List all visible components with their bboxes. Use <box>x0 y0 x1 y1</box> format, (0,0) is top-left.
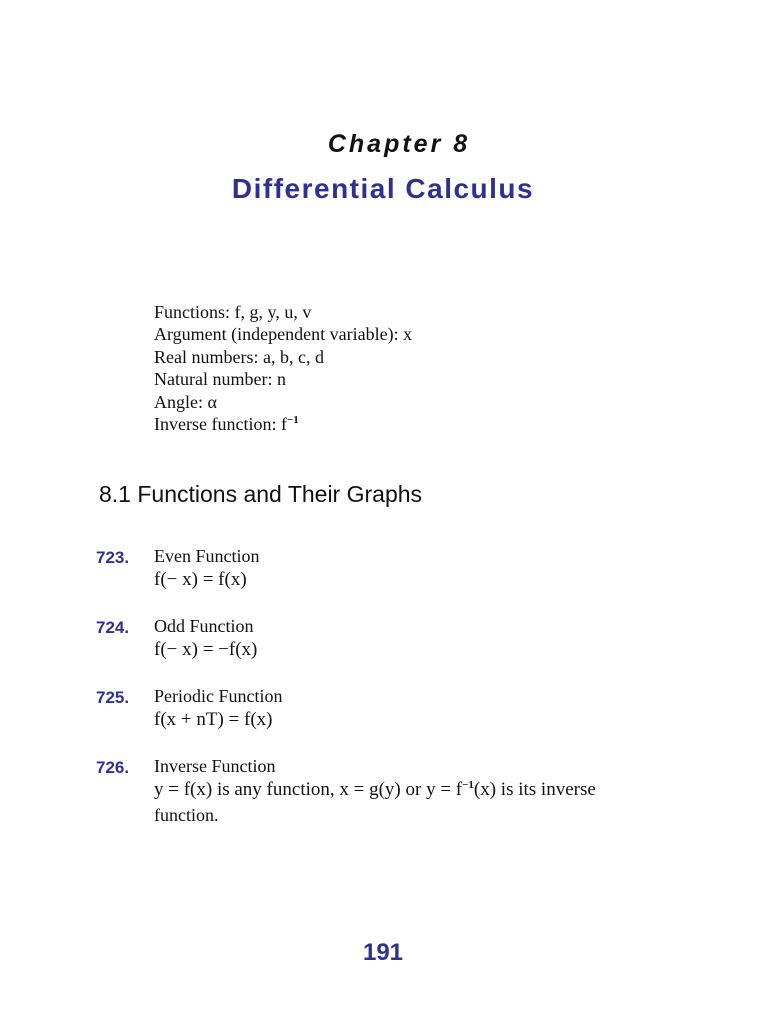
notation-item <box>154 413 412 438</box>
formula-expression: f(− x) = f(x) <box>154 569 247 590</box>
chapter-title: Differential Calculus <box>231 173 535 204</box>
notation-item: Functions: f, g, y, u, v <box>154 302 312 322</box>
notation-item: Argument (independent variable): x <box>154 324 413 345</box>
superscript: −1 <box>286 414 299 427</box>
notation-list <box>154 301 412 438</box>
formula-name: Inverse Function <box>154 756 276 776</box>
formula-expression <box>154 778 684 804</box>
formula-name: Periodic Function <box>154 686 283 706</box>
formula-body <box>154 685 684 731</box>
formula-expression-text: (x) is its inverse <box>473 779 596 800</box>
formula-number: 723. <box>96 548 130 567</box>
superscript: −1 <box>462 779 474 791</box>
formula-number: 725. <box>96 688 130 707</box>
section-heading: 8.1 Functions and Their Graphs <box>99 481 423 507</box>
formula-body <box>154 545 684 591</box>
notation-item: Angle: α <box>154 391 217 412</box>
formula-name: Odd Function <box>154 616 254 636</box>
formula-number: 726. <box>96 758 130 777</box>
formula-expression-text: y = f(x) is any function, x = g(y) or y = f <box>154 779 463 800</box>
formula-expression: f(− x) = −f(x) <box>154 639 258 660</box>
formula-expression-continued: function. <box>154 805 219 825</box>
notation-item: Natural number: n <box>154 369 286 390</box>
formula-body <box>154 755 684 827</box>
chapter-label: Chapter 8 <box>327 130 471 158</box>
formula-name: Even Function <box>154 546 260 566</box>
page-number: 191 <box>362 939 404 966</box>
formula-body <box>154 615 684 661</box>
formula-expression: f(x + nT) = f(x) <box>154 709 273 730</box>
notation-item-text: Inverse function: f <box>154 414 287 435</box>
notation-item: Real numbers: a, b, c, d <box>154 346 324 367</box>
formula-number: 724. <box>96 618 130 637</box>
